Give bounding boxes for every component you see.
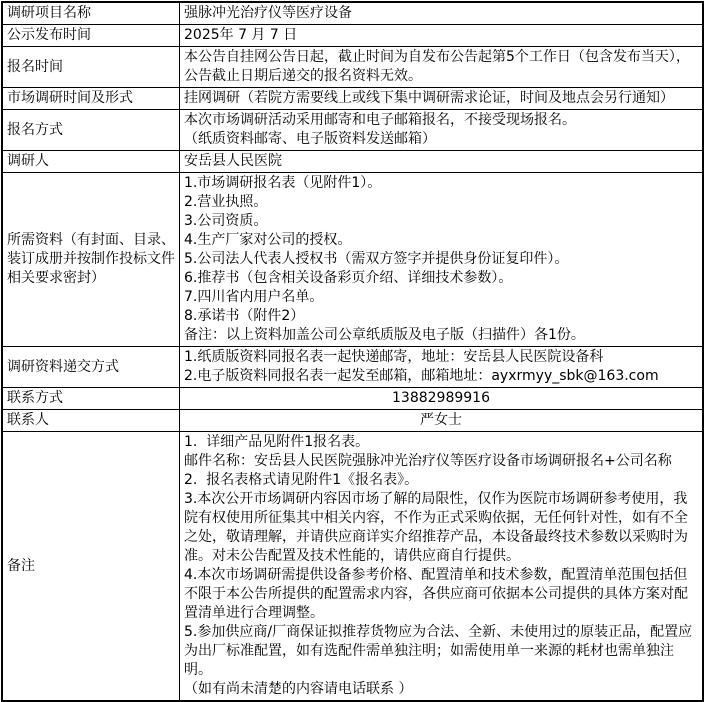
- material-item-8: 8.承诺书（附件2）: [184, 308, 305, 324]
- publish-date-value: 2025年 7 月 7 日: [184, 27, 298, 43]
- row-label: 联系方式: [2, 388, 180, 410]
- remark-email-title: 邮件名称：安岳县人民医院强脉冲光治疗仪等医疗设备市场调研报名+公司名称: [184, 453, 672, 469]
- material-note: 备注：以上资料加盖公司公章纸质版及电子版（扫描件）各1份。: [184, 327, 585, 343]
- row-label: 报名时间: [2, 47, 180, 88]
- row-label: 调研资料递交方式: [2, 347, 180, 388]
- remark-item-4: 4.本次市场调研需提供设备参考价格、配置清单和技术参数，配置清单范围包括但不限于本公告所提供的配置需求内容，各供应商可依据本公司提供的具体方案对配置清单进行合理调整。: [184, 567, 688, 621]
- row-label: 调研人: [2, 151, 180, 173]
- row-label: 公示发布时间: [2, 25, 180, 47]
- table-row-required-materials: [2, 173, 703, 347]
- material-item-3: 3.公司资质。: [184, 213, 268, 229]
- material-item-4: 4.生产厂家对公司的授权。: [184, 232, 352, 248]
- announcement-document: [1, 1, 706, 702]
- table-row-contact-person: [2, 410, 703, 432]
- remark-final-note: （如有尚未清楚的内容请电话联系 ）: [184, 681, 413, 697]
- contact-person-value: 严女士: [420, 412, 462, 428]
- table-row-signup-method: [2, 110, 703, 151]
- row-label: 所需资料（有封面、目录、装订成册并按制作投标文件相关要求密封）: [2, 173, 180, 347]
- table-row-submission-method: [2, 347, 703, 388]
- remark-item-1: 1. 详细产品见附件1报名表。: [184, 434, 370, 450]
- row-label: 联系人: [2, 410, 180, 432]
- row-label: 市场调研时间及形式: [2, 88, 180, 110]
- material-item-7: 7.四川省内用户名单。: [184, 289, 324, 305]
- row-label: 备注: [2, 432, 180, 702]
- table-row-project-name: [2, 2, 703, 25]
- submission-item-2: 2.电子版资料同报名表一起发至邮箱，邮箱地址：ayxrmyy_sbk@163.com: [184, 368, 659, 384]
- table-row-research-form: [2, 88, 703, 110]
- table-row-signup-time: [2, 47, 703, 88]
- announcement-table: [1, 1, 704, 702]
- text-line: 本次市场调研活动采用邮寄和电子邮箱报名，不接受现场报名。: [184, 112, 576, 128]
- remark-item-5: 5.参加供应商/厂商保证拟推荐货物应为合法、全新、未使用过的原装正品，配置应为出厂标准配置，如有选配件需单独注明；如需使用单一来源的耗材也需单独注明。: [184, 624, 693, 678]
- table-row-remarks: [2, 432, 703, 702]
- remark-item-2: 2. 报名表格式请见附件1《报名表》。: [184, 472, 419, 488]
- table-row-publish-date: [2, 25, 703, 47]
- table-row-researcher: [2, 151, 703, 173]
- submission-item-1: 1.纸质版资料同报名表一起快递邮寄，地址：安岳县人民医院设备科: [184, 349, 604, 365]
- material-item-5: 5.公司法人代表人授权书（需双方签字并提供身份证复印件）。: [184, 251, 569, 267]
- table-row-contact-phone: [2, 388, 703, 410]
- research-form-value: 挂网调研（若院方需要线上或线下集中调研需求论证，时间及地点会另行通知）: [184, 90, 674, 106]
- remark-item-3: 3.本次公开市场调研内容因市场了解的局限性，仅作为医院市场调研参考使用，我院有权使用所征集其中相关内容，不作为正式采购依据，无任何针对性，如有不全之处，敬请理解，并请供应商详实介绍推荐产品，本设备最终技术参数以采购时为准。对未公告配置及技术性能的，请供应商自行提供。: [184, 491, 688, 564]
- material-item-6: 6.推荐书（包含相关设备彩页介绍、详细技术参数）。: [184, 270, 513, 286]
- material-item-1: 1.市场调研报名表（见附件1）。: [184, 175, 382, 191]
- contact-phone-value: 13882989916: [392, 390, 490, 406]
- row-label: 调研项目名称: [2, 2, 180, 25]
- researcher-value: 安岳县人民医院: [184, 153, 282, 169]
- text-line: （纸质资料邮寄、电子版资料发送邮箱）: [184, 131, 436, 147]
- signup-time-value: 本公告自挂网公告日起，截止时间为自发布公告起第5个工作日（包含发布当天），公告截止日期后递交的报名资料无效。: [184, 49, 690, 84]
- row-label: 报名方式: [2, 110, 180, 151]
- material-item-2: 2.营业执照。: [184, 194, 268, 210]
- project-name-value: 强脉冲光治疗仪等医疗设备: [184, 5, 352, 21]
